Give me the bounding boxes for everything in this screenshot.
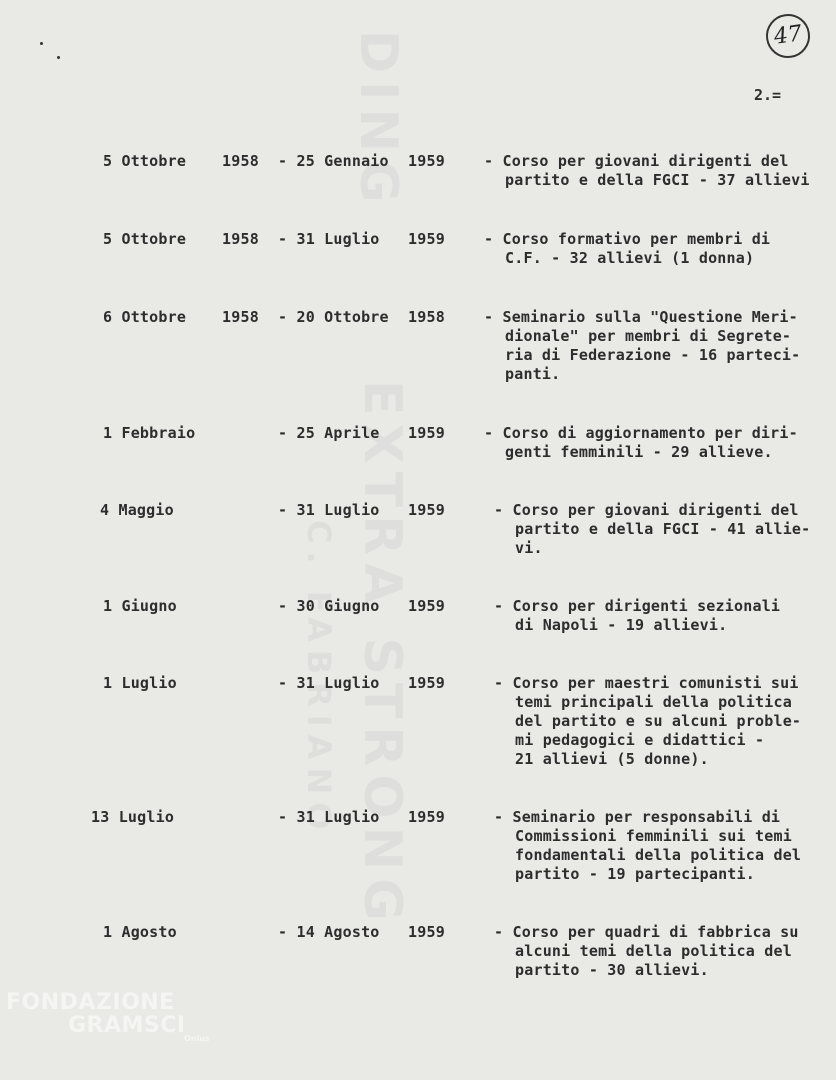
page-number: 2.= bbox=[754, 86, 782, 104]
start-date: 1 Luglio bbox=[103, 674, 177, 692]
start-year: 1958 bbox=[222, 152, 259, 170]
description-line: partito e della FGCI - 41 allie- bbox=[515, 520, 811, 538]
description-line: vi. bbox=[515, 539, 543, 557]
course-description bbox=[494, 923, 799, 980]
description-line: panti. bbox=[505, 365, 561, 383]
description-line: - Seminario sulla "Questione Meri- bbox=[484, 308, 798, 326]
start-date: 6 Ottobre bbox=[103, 308, 187, 326]
start-date: 5 Ottobre bbox=[103, 230, 187, 248]
end-date: - 31 Luglio bbox=[278, 808, 380, 826]
logo-line-1: FONDAZIONE bbox=[6, 990, 175, 1015]
description-line: C.F. - 32 allievi (1 donna) bbox=[505, 249, 755, 267]
start-date: 4 Maggio bbox=[100, 501, 174, 519]
end-year: 1959 bbox=[408, 501, 445, 519]
start-date: 13 Luglio bbox=[91, 808, 175, 826]
end-date: - 31 Luglio bbox=[278, 674, 380, 692]
course-description bbox=[484, 152, 810, 190]
end-date: - 30 Giugno bbox=[278, 597, 380, 615]
description-line: - Corso di aggiornamento per diri- bbox=[484, 424, 798, 442]
ink-dot bbox=[57, 56, 60, 59]
description-line: fondamentali della politica del bbox=[515, 846, 802, 864]
description-line: mi pedagogici e didattici - bbox=[515, 731, 765, 749]
description-line: del partito e su alcuni proble- bbox=[515, 712, 802, 730]
course-description bbox=[494, 597, 780, 635]
start-date: 5 Ottobre bbox=[103, 152, 187, 170]
end-date: - 25 Aprile bbox=[278, 424, 380, 442]
course-description bbox=[484, 424, 798, 462]
end-date: - 31 Luglio bbox=[278, 501, 380, 519]
description-line: Commissioni femminili sui temi bbox=[515, 827, 792, 845]
end-year: 1958 bbox=[408, 308, 445, 326]
course-description bbox=[494, 674, 801, 769]
watermark-column-b bbox=[352, 380, 412, 929]
description-line: - Corso formativo per membri di bbox=[484, 230, 771, 248]
description-line: - Corso per maestri comunisti sui bbox=[494, 674, 799, 692]
start-date: 1 Febbraio bbox=[103, 424, 196, 442]
description-line: ria di Federazione - 16 parteci- bbox=[505, 346, 801, 364]
archive-logo bbox=[6, 990, 210, 1043]
start-year: 1958 bbox=[222, 230, 259, 248]
description-line: - Corso per giovani dirigenti del bbox=[484, 152, 789, 170]
end-year: 1959 bbox=[408, 674, 445, 692]
end-date: - 31 Luglio bbox=[278, 230, 380, 248]
page-marker: 47 bbox=[763, 11, 813, 61]
description-line: genti femminili - 29 allieve. bbox=[505, 443, 773, 461]
end-year: 1959 bbox=[408, 597, 445, 615]
end-year: 1959 bbox=[408, 152, 445, 170]
description-line: alcuni temi della politica del bbox=[515, 942, 792, 960]
description-line: di Napoli - 19 allievi. bbox=[515, 616, 728, 634]
description-line: 21 allievi (5 donne). bbox=[515, 750, 709, 768]
description-line: temi principali della politica bbox=[515, 693, 792, 711]
watermark-column-a bbox=[348, 30, 408, 211]
start-date: 1 Agosto bbox=[103, 923, 177, 941]
start-date: 1 Giugno bbox=[103, 597, 177, 615]
end-date: - 20 Ottobre bbox=[278, 308, 389, 326]
description-line: - Seminario per responsabili di bbox=[494, 808, 781, 826]
logo-line-2: GRAMSCI bbox=[68, 1013, 186, 1038]
course-description bbox=[494, 808, 801, 884]
end-date: - 14 Agosto bbox=[278, 923, 380, 941]
description-line: partito e della FGCI - 37 allievi bbox=[505, 171, 810, 189]
description-line: dionale" per membri di Segrete- bbox=[505, 327, 792, 345]
course-description bbox=[484, 308, 800, 384]
description-line: - Corso per quadri di fabbrica su bbox=[494, 923, 799, 941]
end-year: 1959 bbox=[408, 424, 445, 442]
end-year: 1959 bbox=[408, 230, 445, 248]
end-date: - 25 Gennaio bbox=[278, 152, 389, 170]
description-line: - Corso per giovani dirigenti del bbox=[494, 501, 799, 519]
description-line: partito - 30 allievi. bbox=[515, 961, 709, 979]
ink-dot bbox=[40, 42, 43, 45]
course-description bbox=[494, 501, 810, 558]
logo-line-3: Onlus bbox=[184, 1034, 210, 1043]
course-description bbox=[484, 230, 770, 268]
description-line: partito - 19 partecipanti. bbox=[515, 865, 755, 883]
end-year: 1959 bbox=[408, 923, 445, 941]
description-line: - Corso per dirigenti sezionali bbox=[494, 597, 781, 615]
start-year: 1958 bbox=[222, 308, 259, 326]
end-year: 1959 bbox=[408, 808, 445, 826]
